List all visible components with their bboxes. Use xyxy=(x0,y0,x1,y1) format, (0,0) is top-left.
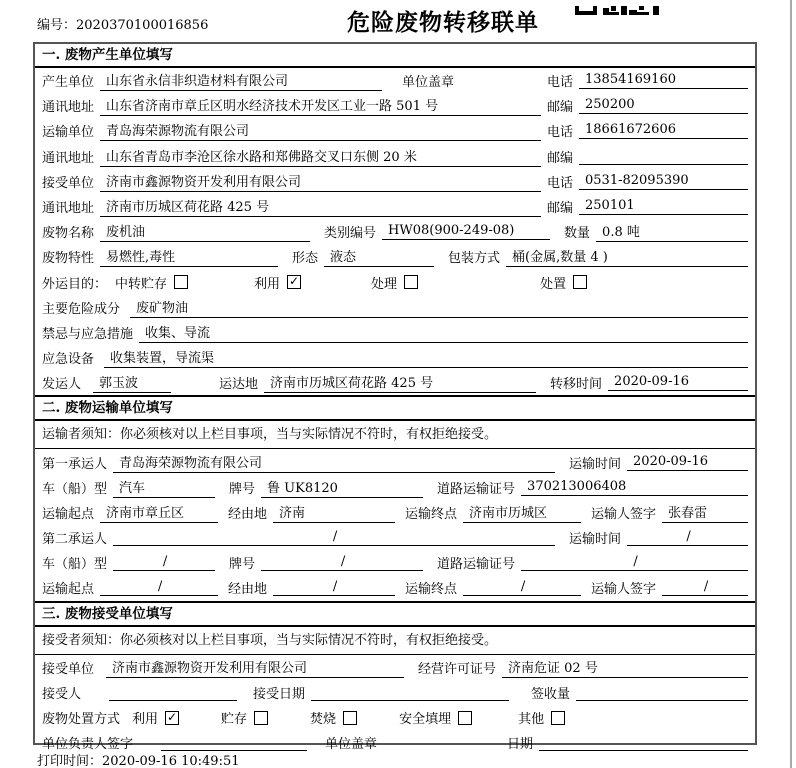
field-value: 济南市历城区荷花路 425 号 xyxy=(100,196,541,217)
row-first-carrier xyxy=(35,449,755,474)
row-hazardous-component xyxy=(35,295,755,320)
document-header xyxy=(33,4,757,38)
field-value: 易燃性,毒性 xyxy=(100,246,278,267)
field-value: 鲁 UK8120 xyxy=(261,477,423,498)
field-value: 2020-09-16 xyxy=(627,454,748,471)
checkbox: ✓ xyxy=(167,709,178,724)
field-label: 邮编 xyxy=(547,201,574,217)
row-second-route xyxy=(35,575,755,600)
field-label: 类别编号 xyxy=(324,226,377,242)
field-value xyxy=(109,684,237,701)
row-first-vehicle xyxy=(35,475,755,500)
field-value: 2020-09-16 xyxy=(608,374,748,391)
field-value xyxy=(579,148,748,165)
field-label: 应急设备 xyxy=(42,352,95,368)
field-value: 250200 xyxy=(579,97,748,114)
row-emergency-equipment xyxy=(35,345,755,370)
left-cell xyxy=(42,120,547,141)
field-label: 废物处置方式 xyxy=(42,712,121,728)
field-label: 接受单位 xyxy=(42,175,95,191)
field-value: / xyxy=(100,579,218,596)
option-label: 安全填埋 xyxy=(399,712,452,728)
field-value: / xyxy=(273,579,395,596)
field-label: 通讯地址 xyxy=(42,201,95,217)
field-label: 数量 xyxy=(564,226,591,242)
option-label: 贮存 xyxy=(221,712,248,728)
left-cell xyxy=(42,196,547,217)
field-value: 济南 xyxy=(273,502,395,523)
field-label: 形态 xyxy=(292,251,319,267)
row-producer-address xyxy=(35,93,755,118)
checkbox xyxy=(551,711,565,725)
field-label: 日期 xyxy=(507,737,534,753)
field-label: 邮编 xyxy=(547,150,574,166)
field-label: 电话 xyxy=(547,125,574,141)
field-label: 运输起点 xyxy=(42,582,95,598)
field-value: 青岛海荣源物流有限公司 xyxy=(100,120,541,141)
checkbox xyxy=(573,275,587,289)
field-label: 通讯地址 xyxy=(42,150,95,166)
row-transporter-address xyxy=(35,144,755,169)
field-value: 0531-82095390 xyxy=(579,173,748,190)
field-value: / xyxy=(662,579,748,596)
field-label: 禁忌与应急措施 xyxy=(42,326,134,342)
field-value: / xyxy=(113,554,215,571)
field-label: 牌号 xyxy=(229,557,256,573)
print-time xyxy=(37,750,240,768)
left-cell xyxy=(42,146,547,167)
field-value: 桶(金属,数量 4 ) xyxy=(506,246,748,267)
field-label: 单位盖章 xyxy=(325,737,378,753)
field-value: 济南市鑫源物资开发利用有限公司 xyxy=(100,171,541,192)
checkbox-option xyxy=(540,273,587,292)
field-label: 外运目的： xyxy=(42,276,108,292)
field-value: 汽车 xyxy=(113,477,215,498)
row-waste-name xyxy=(35,219,755,244)
row-disposal-method xyxy=(35,705,755,730)
field-label: 运输时间 xyxy=(569,532,622,548)
checkbox xyxy=(174,275,188,289)
field-value: 济南市章丘区 xyxy=(100,502,218,523)
field-value: 济南市历城区 xyxy=(463,502,581,523)
field-value: 山东省永信非织造材料有限公司 xyxy=(100,70,382,91)
field-value: 废矿物油 xyxy=(130,297,748,318)
checkbox-option xyxy=(518,708,565,727)
field-label: 经由地 xyxy=(228,582,268,598)
row-waste-property xyxy=(35,244,755,269)
field-value: 济南市鑫源物资开发利用有限公司 xyxy=(106,657,404,678)
field-label: 运输终点 xyxy=(405,506,458,522)
row-receive-unit xyxy=(35,655,755,680)
field-label: 电话 xyxy=(547,75,574,91)
field-label: 车（船）型 xyxy=(42,481,108,497)
field-value: 250101 xyxy=(579,198,748,215)
field-label: 道路运输证号 xyxy=(437,557,516,573)
field-value: 0.8 吨 xyxy=(596,221,748,242)
field-value: 废机油 xyxy=(100,221,310,242)
field-value: 液态 xyxy=(324,246,434,267)
field-value xyxy=(311,684,509,701)
option-label: 其他 xyxy=(518,712,545,728)
form-table xyxy=(33,42,757,753)
field-label: 接受人 xyxy=(42,686,82,702)
row-second-vehicle xyxy=(35,550,755,575)
field-value xyxy=(161,734,307,751)
field-value: 370213006408 xyxy=(521,479,748,496)
row-receive-person xyxy=(35,680,755,705)
checkbox-option xyxy=(254,273,301,292)
row-receiver-address xyxy=(35,194,755,219)
field-label: 车（船）型 xyxy=(42,557,108,573)
section3-note: 接受者须知：你必须核对以上栏目事项，当与实际情况不符时，有权拒绝接受。 xyxy=(35,627,755,655)
field-label: 主要危险成分 xyxy=(42,301,121,317)
field-label: 牌号 xyxy=(229,481,256,497)
field-value: 济南危证 02 号 xyxy=(502,657,748,678)
field-value: 张春雷 xyxy=(662,502,748,523)
checkbox xyxy=(458,711,472,725)
option-label: 中转贮存 xyxy=(115,276,168,292)
print-time-label: 打印时间： xyxy=(37,754,103,768)
field-label: 经由地 xyxy=(228,506,268,522)
field-label: 运输时间 xyxy=(569,456,622,472)
field-label: 接受日期 xyxy=(253,686,306,702)
checkbox: ✓ xyxy=(289,274,300,289)
field-value: 13854169160 xyxy=(579,72,748,89)
option-label: 处置 xyxy=(540,276,567,292)
field-label: 经营许可证号 xyxy=(418,661,497,677)
row-dispatch xyxy=(35,370,755,395)
field-label: 运输人签字 xyxy=(591,506,657,522)
section2-title: 二. 废物运输单位填写 xyxy=(35,395,755,421)
field-value: 济南市历城区荷花路 425 号 xyxy=(264,372,536,393)
checkbox-option xyxy=(221,708,268,727)
checkbox xyxy=(254,711,268,725)
page-edge-line xyxy=(790,0,792,768)
checkbox-option xyxy=(310,708,357,727)
doc-number-label: 编号： xyxy=(37,18,77,33)
field-label: 运输人签字 xyxy=(591,582,657,598)
field-label: 接受单位 xyxy=(42,661,95,677)
row-emergency-measures xyxy=(35,320,755,345)
field-value: 山东省青岛市李沧区徐水路和郑佛路交叉口东侧 20 米 xyxy=(100,146,541,167)
left-cell xyxy=(42,171,547,192)
checkbox-option xyxy=(115,273,188,292)
field-value: 18661672606 xyxy=(579,122,748,139)
field-value: HW08(900-249-08) xyxy=(382,223,550,240)
checkbox xyxy=(404,275,418,289)
field-value xyxy=(539,734,748,751)
field-value: 山东省济南市章丘区明水经济技术开发区工业一路 501 号 xyxy=(100,95,541,116)
option-label: 利用 xyxy=(132,712,159,728)
field-value: / xyxy=(627,529,748,546)
field-label: 通讯地址 xyxy=(42,100,95,116)
section2-note: 运输者须知：你必须核对以上栏目事项，当与实际情况不符时，有权拒绝接受。 xyxy=(35,421,755,449)
field-value xyxy=(576,684,748,701)
field-label: 运输单位 xyxy=(42,125,95,141)
field-label: 废物特性 xyxy=(42,251,95,267)
field-value: / xyxy=(463,579,581,596)
row-producer-unit xyxy=(35,68,755,93)
row-second-carrier xyxy=(35,525,755,550)
doc-number-value: 2020370100016856 xyxy=(76,18,209,33)
field-label: 产生单位 xyxy=(42,75,95,91)
row-transporter-unit xyxy=(35,118,755,143)
row-first-route xyxy=(35,500,755,525)
option-label: 利用 xyxy=(254,276,281,292)
field-value: / xyxy=(261,554,423,571)
print-time-value: 2020-09-16 10:49:51 xyxy=(102,754,240,768)
option-label: 焚烧 xyxy=(310,712,337,728)
field-label: 第一承运人 xyxy=(42,456,108,472)
field-label: 发运人 xyxy=(42,377,82,393)
field-label: 签收量 xyxy=(531,686,571,702)
field-value: 青岛海荣源物流有限公司 xyxy=(113,452,555,473)
field-label: 运达地 xyxy=(219,377,259,393)
field-label: 电话 xyxy=(547,175,574,191)
option-label: 处理 xyxy=(371,276,398,292)
field-value: 收集装置，导流渠 xyxy=(104,347,748,368)
section1-title: 一. 废物产生单位填写 xyxy=(35,44,755,68)
row-transfer-purpose xyxy=(35,270,755,295)
field-label: 邮编 xyxy=(547,100,574,116)
checkbox-option xyxy=(399,708,472,727)
field-label: 转移时间 xyxy=(550,377,603,393)
section3-title: 三. 废物接受单位填写 xyxy=(35,601,755,627)
page-title: 危险废物转移联单 xyxy=(347,9,539,36)
left-cell xyxy=(42,70,547,91)
checkbox-option xyxy=(371,273,418,292)
left-cell xyxy=(42,95,547,116)
row-receiver-unit xyxy=(35,169,755,194)
checkbox-option xyxy=(132,708,179,727)
field-value: / xyxy=(521,554,748,571)
field-label: 运输终点 xyxy=(405,582,458,598)
checkbox xyxy=(343,711,357,725)
field-value: 郭玉波 xyxy=(93,372,171,393)
field-label: 废物名称 xyxy=(42,226,95,242)
field-label: 道路运输证号 xyxy=(437,481,516,497)
field-value: / xyxy=(113,529,555,546)
field-value: 收集、导流 xyxy=(139,322,748,343)
field-label: 单位盖章 xyxy=(402,75,455,91)
field-label: 包装方式 xyxy=(448,251,501,267)
field-label: 运输起点 xyxy=(42,506,95,522)
field-label: 单位负责人签字 xyxy=(42,737,134,753)
field-label: 第二承运人 xyxy=(42,532,108,548)
